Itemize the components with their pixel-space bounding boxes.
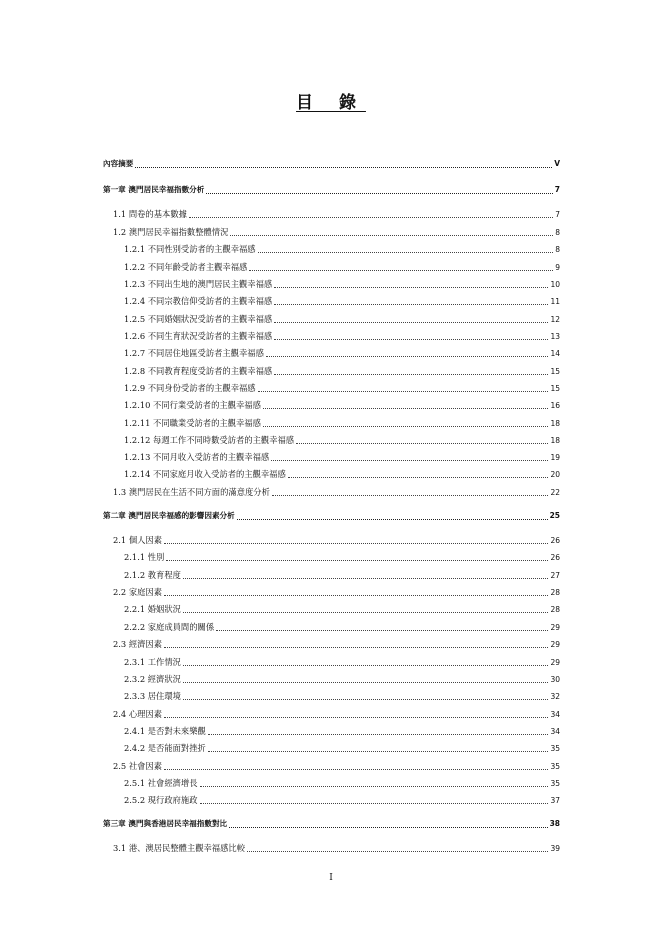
- dot-leader: [247, 851, 548, 852]
- dot-leader: [296, 443, 548, 444]
- toc-entry-page: 18: [550, 436, 560, 445]
- toc-entry-page: 38: [549, 819, 560, 828]
- toc-entry-page: 35: [550, 762, 560, 771]
- toc-entry[interactable]: [124, 777, 560, 789]
- toc-entry-page: 7: [554, 185, 560, 194]
- toc-entry[interactable]: [113, 842, 560, 854]
- toc-entry-label: 1.2.13 不同月收入受訪者的主觀幸福感: [124, 452, 270, 462]
- toc-chapter-entry[interactable]: [103, 510, 560, 522]
- toc-entry-label: 2.3.3 居住環境: [124, 691, 181, 701]
- toc-entry-label: 1.2.7 不同居住地區受訪者主觀幸福感: [124, 348, 264, 358]
- dot-leader: [183, 665, 549, 666]
- toc-entry[interactable]: [124, 690, 560, 702]
- toc-entry-label: 1.2.6 不同生育狀況受訪者的主觀幸福感: [124, 331, 273, 341]
- toc-entry-label: 2.2.2 家庭成員間的關係: [124, 622, 215, 632]
- toc-entry[interactable]: [124, 261, 560, 273]
- toc-entry[interactable]: [124, 278, 560, 290]
- dot-leader: [164, 595, 548, 596]
- toc-entry[interactable]: [124, 365, 560, 377]
- toc-entry-label: 第三章 澳門與香港居民幸福指數對比: [103, 819, 228, 828]
- toc-entry-label: 2.1 個人因素: [113, 535, 163, 545]
- dot-leader: [237, 519, 548, 520]
- dot-leader: [258, 252, 554, 253]
- dot-leader: [258, 391, 549, 392]
- toc-entry-page: 29: [550, 623, 560, 632]
- toc-entry-label: 2.4 心理因素: [113, 709, 163, 719]
- toc-entry[interactable]: [124, 347, 560, 359]
- toc-entry-label: 2.3.2 經濟狀況: [124, 674, 181, 684]
- dot-leader: [263, 408, 549, 409]
- toc-entry-page: 13: [550, 332, 560, 341]
- toc-entry[interactable]: [124, 313, 560, 325]
- toc-entry[interactable]: [124, 551, 560, 563]
- toc-entry-label: 第一章 澳門居民幸福指數分析: [103, 185, 205, 194]
- dot-leader: [230, 235, 553, 236]
- dot-leader: [164, 543, 548, 544]
- toc-entry[interactable]: [124, 417, 560, 429]
- dot-leader: [135, 167, 552, 168]
- toc-entry[interactable]: [113, 638, 560, 650]
- toc-entry-label: 2.5 社會因素: [113, 761, 163, 771]
- toc-entry-label: 2.2.1 婚姻狀況: [124, 604, 181, 614]
- dot-leader: [216, 630, 548, 631]
- toc-entry-label: 1.2.1 不同性別受訪者的主觀幸福感: [124, 244, 256, 254]
- toc-entry-label: 3.1 港、澳居民整體主觀幸福感比較: [113, 843, 245, 853]
- toc-entry-label: 2.4.2 是否能面對挫折: [124, 743, 206, 753]
- toc-entry-label: 1.2.5 不同婚姻狀況受訪者的主觀幸福感: [124, 314, 273, 324]
- dot-leader: [274, 339, 548, 340]
- toc-entry[interactable]: [124, 399, 560, 411]
- toc-entry-page: 14: [550, 349, 560, 358]
- dot-leader: [249, 270, 553, 271]
- toc-entry-page: 28: [550, 605, 560, 614]
- toc-entry[interactable]: [113, 226, 560, 238]
- dot-leader: [166, 560, 548, 561]
- toc-entry-page: 8: [555, 245, 560, 254]
- toc-entry-page: 15: [550, 367, 560, 376]
- toc-chapter-entry[interactable]: [103, 818, 560, 830]
- toc-entry-label: 1.2.10 不同行業受訪者的主觀幸福感: [124, 400, 261, 410]
- toc-entry-label: 1.2.3 不同出生地的澳門居民主觀幸福感: [124, 279, 273, 289]
- toc-entry-label: 1.2.2 不同年齡受訪者主觀幸福感: [124, 262, 248, 272]
- toc-entry-page: 25: [549, 511, 560, 520]
- toc-entry-label: 2.5.2 現行政府施政: [124, 795, 198, 805]
- toc-entry[interactable]: [124, 656, 560, 668]
- toc-entry[interactable]: [113, 586, 560, 598]
- dot-leader: [164, 769, 548, 770]
- dot-leader: [206, 193, 552, 194]
- dot-leader: [274, 304, 548, 305]
- toc-entry-page: 15: [550, 384, 560, 393]
- toc-entry-page: 32: [550, 692, 560, 701]
- toc-entry-page: 35: [550, 779, 560, 788]
- toc-entry-label: 2.4.1 是否對未來樂觀: [124, 726, 206, 736]
- toc-entry-label: 1.2.9 不同身份受訪者的主觀幸福感: [124, 383, 256, 393]
- toc-entry-page: 8: [555, 228, 560, 237]
- toc-entry-page: 20: [550, 470, 560, 479]
- toc-entry[interactable]: [124, 569, 560, 581]
- toc-entry-page: 18: [550, 419, 560, 428]
- dot-leader: [288, 477, 549, 478]
- toc-entry-page: 7: [555, 210, 560, 219]
- toc-entry[interactable]: [113, 486, 560, 498]
- dot-leader: [208, 734, 549, 735]
- toc-chapter-entry[interactable]: [103, 158, 560, 170]
- dot-leader: [200, 803, 549, 804]
- toc-entry-page: 29: [550, 658, 560, 667]
- toc-entry-label: 內容摘要: [103, 159, 134, 168]
- dot-leader: [266, 356, 549, 357]
- toc-entry-label: 2.5.1 社會經濟增長: [124, 778, 198, 788]
- toc-entry-page: 9: [555, 263, 560, 272]
- toc-entry-label: 1.2.12 每週工作不同時數受訪者的主觀幸福感: [124, 435, 295, 445]
- dot-leader: [200, 786, 549, 787]
- toc-entry-label: 1.2.8 不同教育程度受訪者的主觀幸福感: [124, 366, 273, 376]
- toc-entry-label: 1.2.4 不同宗教信仰受訪者的主觀幸福感: [124, 296, 273, 306]
- dot-leader: [229, 827, 547, 828]
- toc-entry-page: 12: [550, 315, 560, 324]
- toc-entry-label: 2.3.1 工作情況: [124, 657, 181, 667]
- toc-entry-label: 1.2.11 不同職業受訪者的主觀幸福感: [124, 418, 261, 428]
- toc-entry-label: 2.1.1 性別: [124, 552, 165, 562]
- toc-entry-label: 1.2.14 不同家庭月收入受訪者的主觀幸福感: [124, 469, 286, 479]
- toc-entry-label: 2.2 家庭因素: [113, 587, 163, 597]
- toc-entry-label: 1.1 問卷的基本數據: [113, 209, 187, 219]
- dot-leader: [272, 495, 549, 496]
- toc-chapter-entry[interactable]: [103, 184, 560, 196]
- toc-entry-label: 1.3 澳門居民在生活不同方面的滿意度分析: [113, 487, 270, 497]
- toc-entry-page: 28: [550, 588, 560, 597]
- toc-entry[interactable]: [124, 603, 560, 615]
- toc-entry-page: 19: [550, 453, 560, 462]
- toc-entry-page: 27: [550, 571, 560, 580]
- toc-entry-page: 26: [550, 553, 560, 562]
- toc-entry-page: V: [554, 159, 560, 168]
- dot-leader: [274, 374, 548, 375]
- toc-entry[interactable]: [113, 760, 560, 772]
- dot-leader: [183, 612, 549, 613]
- toc-entry-page: 22: [550, 488, 560, 497]
- dot-leader: [274, 322, 548, 323]
- dot-leader: [208, 751, 549, 752]
- toc-entry[interactable]: [124, 295, 560, 307]
- toc-entry[interactable]: [124, 742, 560, 754]
- dot-leader: [271, 460, 548, 461]
- toc-entry-label: 第二章 澳門居民幸福感的影響因素分析: [103, 511, 235, 520]
- toc-entry-page: 30: [550, 675, 560, 684]
- toc-entry[interactable]: [124, 468, 560, 480]
- dot-leader: [183, 578, 549, 579]
- toc-entry-page: 10: [550, 280, 560, 289]
- toc-entry-page: 35: [550, 744, 560, 753]
- page-number: I: [329, 873, 333, 883]
- toc-entry-label: 1.2 澳門居民幸福指數整體情況: [113, 227, 229, 237]
- toc-entry-page: 37: [550, 796, 560, 805]
- toc-entry-page: 34: [550, 710, 560, 719]
- dot-leader: [263, 426, 549, 427]
- toc-entry-page: 11: [550, 297, 560, 306]
- toc-entry-page: 39: [550, 844, 560, 853]
- dot-leader: [189, 217, 553, 218]
- toc-entry[interactable]: [124, 330, 560, 342]
- dot-leader: [274, 287, 548, 288]
- page-title: 目 錄: [296, 93, 366, 113]
- dot-leader: [183, 699, 549, 700]
- toc-entry[interactable]: [113, 208, 560, 220]
- toc-entry[interactable]: [113, 534, 560, 546]
- toc-entry[interactable]: [124, 621, 560, 633]
- toc-entry-label: 2.1.2 教育程度: [124, 570, 181, 580]
- toc-entry-page: 29: [550, 640, 560, 649]
- toc-entry[interactable]: [124, 382, 560, 394]
- dot-leader: [164, 647, 548, 648]
- toc-entry-page: 16: [550, 401, 560, 410]
- toc-entry[interactable]: [113, 708, 560, 720]
- toc-entry[interactable]: [124, 243, 560, 255]
- toc-entry[interactable]: [124, 434, 560, 446]
- toc-entry-page: 34: [550, 727, 560, 736]
- toc-entry[interactable]: [124, 673, 560, 685]
- dot-leader: [164, 717, 548, 718]
- toc-entry[interactable]: [124, 725, 560, 737]
- dot-leader: [183, 682, 549, 683]
- toc-entry-page: 26: [550, 536, 560, 545]
- toc-entry[interactable]: [124, 451, 560, 463]
- toc-entry[interactable]: [124, 794, 560, 806]
- toc-entry-label: 2.3 經濟因素: [113, 639, 163, 649]
